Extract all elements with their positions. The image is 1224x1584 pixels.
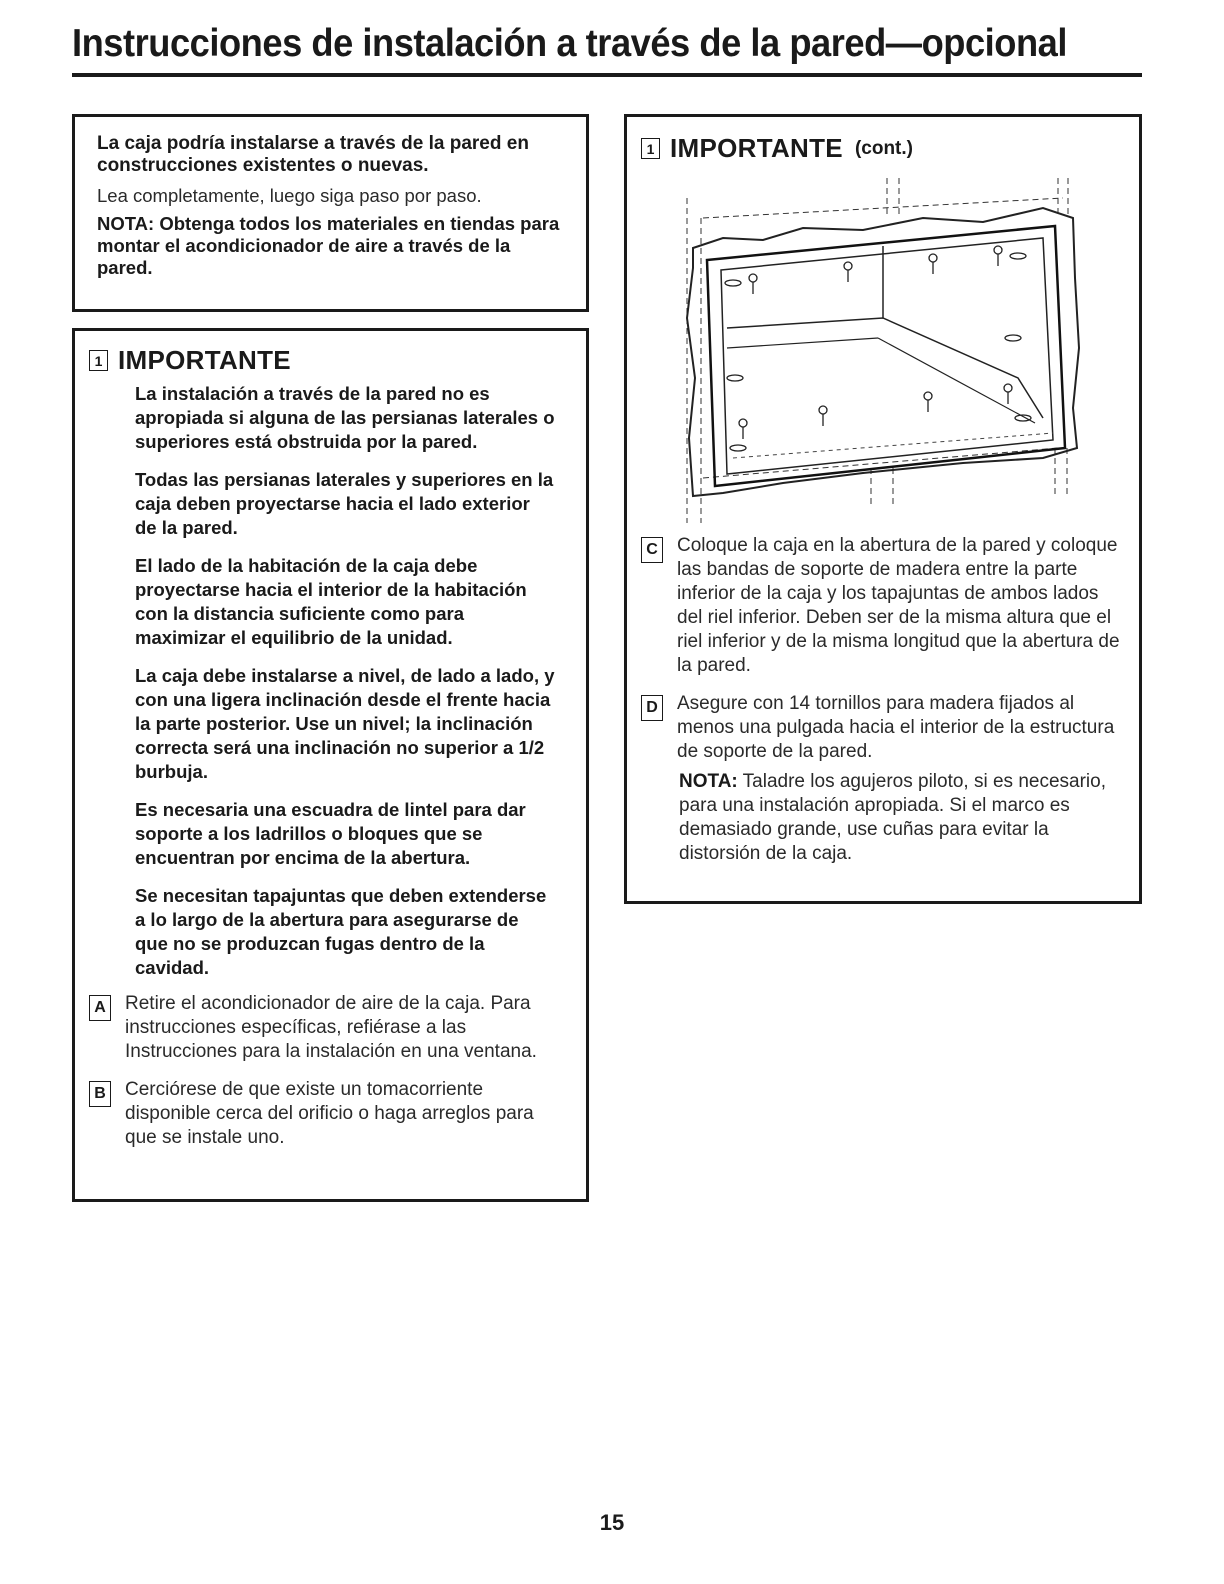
- step-b: [89, 1078, 568, 1150]
- page-title: Instrucciones de instalación a través de la pared—opcional: [72, 22, 1067, 65]
- importante-paragraph: Se necesitan tapajuntas que deben extenderse a lo largo de la abertura para asegurarse de que no se produzcan fugas dentro de la cavidad.: [135, 885, 547, 978]
- importante-title: IMPORTANTE: [118, 345, 291, 375]
- importante-box: [72, 328, 589, 1202]
- importante-cont-suffix: (cont.): [854, 137, 913, 159]
- step-letter-badge: D: [641, 695, 663, 721]
- step-letter-badge: B: [89, 1081, 111, 1107]
- step-text: Retire el acondicionador de aire de la caja. Para instrucciones específicas, refiérase a las Instrucciones para la instalación en una ventana.: [125, 993, 537, 1062]
- step-text: Cerciórese de que existe un tomacorriente disponible cerca del orificio o haga arreglos para que se instale uno.: [125, 1079, 534, 1148]
- step-a: [89, 992, 568, 1064]
- importante-paragraph: El lado de la habitación de la caja debe proyectarse hacia el interior de la habitación con la distancia suficiente como para maximizar el equilibrio de la unidad.: [135, 555, 527, 648]
- nota-text: Taladre los agujeros piloto, si es necesario, para una instalación apropiada. Si el marco es demasiado grande, use cuñas para evitar la distorsión de la caja.: [679, 771, 1106, 864]
- screw-icons: [725, 246, 1031, 451]
- importante-paragraph: Es necesaria una escuadra de lintel para dar soporte a los ladrillos o bloques que se encuentran por encima de la abertura.: [135, 799, 526, 868]
- importante-paragraph: La instalación a través de la pared no es apropiada si alguna de las persianas laterales o superiores está obstruida por la pared.: [135, 383, 555, 452]
- figure-area: [641, 170, 1121, 530]
- importante-paragraph: Todas las persianas laterales y superiores en la caja deben proyectarse hacia el lado exterior de la pared.: [135, 469, 554, 538]
- intro-nota: NOTA: Obtenga todos los materiales en tiendas para montar el acondicionador de aire a través de la pared.: [97, 213, 560, 278]
- step-text: Coloque la caja en la abertura de la pared y coloque las bandas de soporte de madera entre la parte inferior de la caja y los tapajuntas de ambos lados del riel inferior. Deben ser de la misma altura que el riel inferior y de la misma longitud que la abertura de la pared.: [677, 535, 1120, 676]
- page-number: 15: [599, 1510, 625, 1535]
- step-number-badge: 1: [641, 138, 660, 159]
- nota-label: NOTA:: [679, 771, 738, 792]
- intro-read-instruction: Lea completamente, luego siga paso por paso.: [97, 185, 482, 206]
- intro-box: [72, 114, 589, 312]
- case-inner-frame: [721, 238, 1053, 474]
- importante-cont-box: [624, 114, 1142, 904]
- step-text: Asegure con 14 tornillos para madera fijados al menos una pulgada hacia el interior de la estructura de soporte de la pared.: [677, 693, 1115, 762]
- step-number-badge: 1: [89, 350, 108, 371]
- step-c: [641, 534, 1121, 678]
- importante-heading: [89, 345, 568, 376]
- importante-paragraph: La caja debe instalarse a nivel, de lado a lado, y con una ligera inclinación desde el frente hacia la parte posterior. Use un nivel; la inclinación correcta será una inclinación no superior a 1/2 burbuja.: [135, 665, 555, 782]
- importante-cont-heading: [641, 133, 1121, 164]
- step-letter-badge: A: [89, 995, 111, 1021]
- step-d: [641, 692, 1121, 764]
- intro-lead: La caja podría instalarse a través de la pared en construcciones existentes o nuevas.: [97, 133, 529, 176]
- wall-case-illustration: [663, 178, 1083, 538]
- step-letter-badge: C: [641, 537, 663, 563]
- case-front-frame: [707, 226, 1065, 486]
- case-interior-back: [727, 318, 1043, 418]
- cont-nota: [679, 770, 1121, 866]
- importante-cont-title: IMPORTANTE: [670, 133, 843, 163]
- title-divider: [72, 73, 1142, 77]
